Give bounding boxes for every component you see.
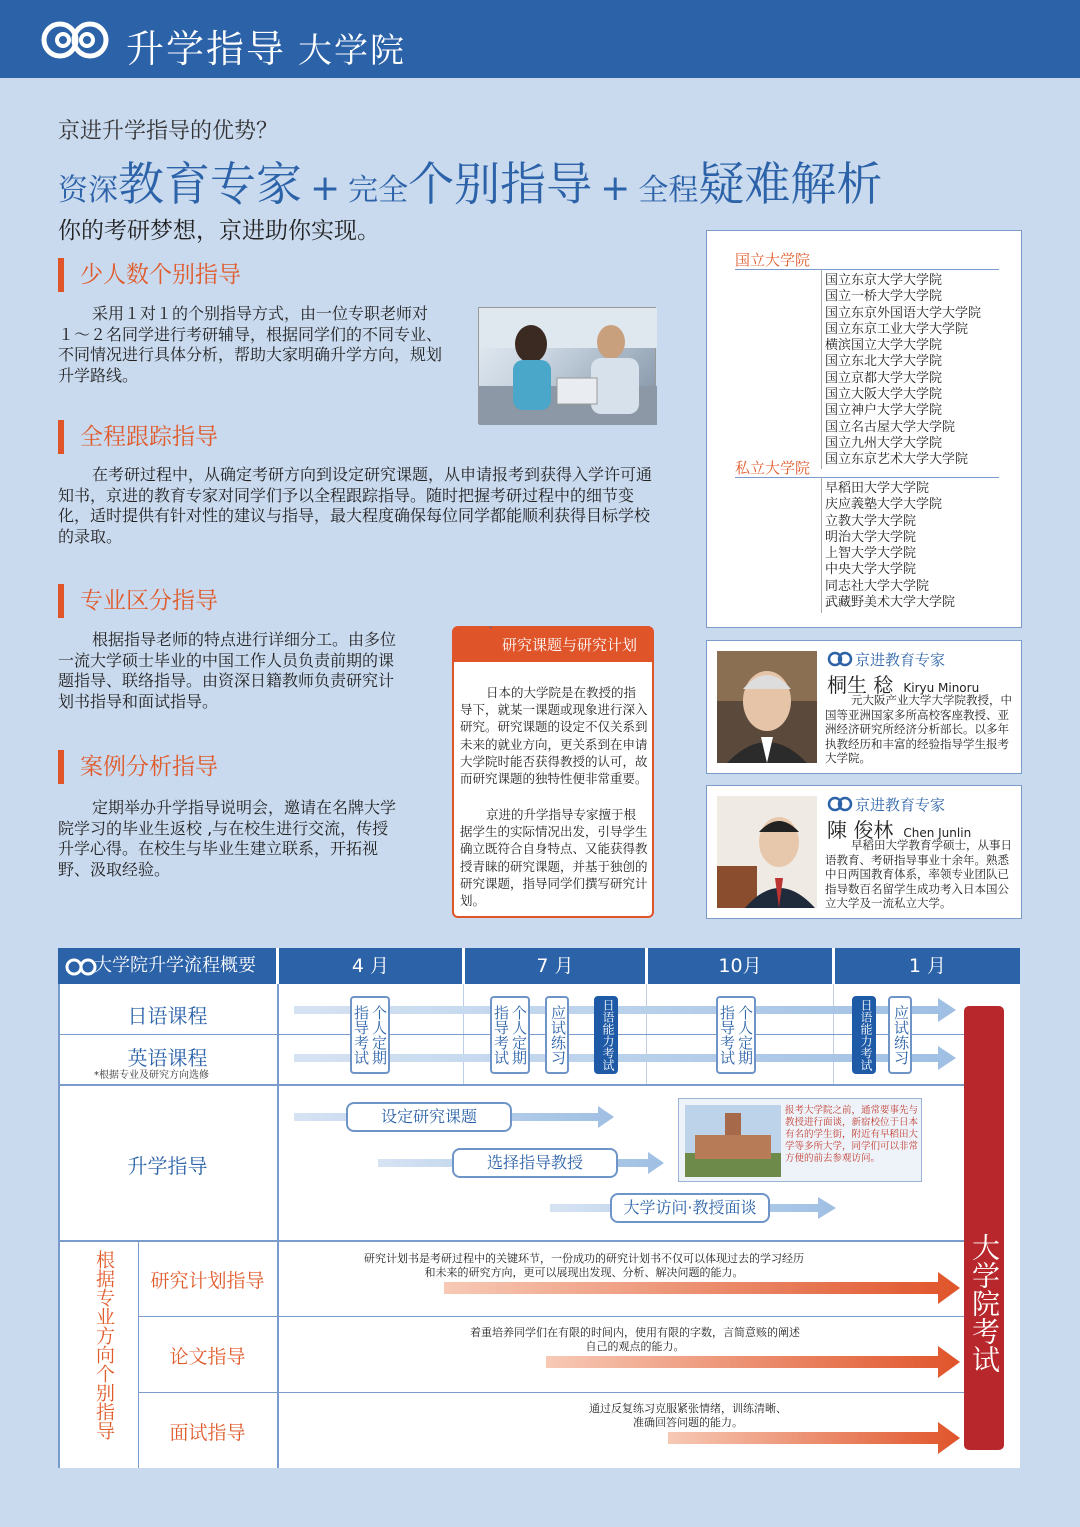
divider (735, 477, 999, 478)
section-body-specialty: 根据指导老师的特点进行详细分工。由多位一流大学硕士毕业的中国工作人员负责前期的课题指导、联络指导。由资深日籍教师负责研究计划书指导和面试指导。 (58, 630, 397, 711)
expert-description: 早稻田大学教育学硕士，从事日语教育、考研指导事业十余年。熟悉中日两国教育体系，率领专业团队已指导数百名留学生成功考入日本国公立大学及一流私立大学。 (825, 838, 1012, 911)
brand-logo-icon (40, 20, 112, 60)
row-interview: 面试指导 (169, 1422, 246, 1444)
flow-title: 大学院升学流程概要 (94, 955, 256, 976)
section-body-full-tracking: 在考研过程中，从确定考研方向到设定研究课题，从申请报考到获得入学许可通知书，京进的教育专家对同学们予以全程跟踪指导。随时把握考研过程中的细节变化，适时提供有针对性的建议与指导，最大程度确保每位同学都能顺利获得目标学校的录取。 (58, 465, 653, 546)
flow-chart (58, 948, 1020, 1468)
row-thesis: 论文指导 (169, 1346, 246, 1368)
pill-choose-professor: 选择指导教授 (452, 1148, 618, 1178)
tutoring-photo (478, 307, 656, 424)
interview-note: 通过反复练习克服紧张情绪，训练清晰、准确回答问题的能力。 (589, 1402, 787, 1429)
section-title-specialty: 专业区分指导 (58, 584, 218, 618)
section-title-case-study: 案例分析指导 (58, 750, 218, 784)
advantage-question: 京进升学指导的优势？ (58, 119, 279, 144)
expert-name: 陳 俊林 Chen Junlin (827, 818, 972, 842)
row-research-plan: 研究计划指导 (150, 1270, 265, 1292)
month-january: 1 月 (908, 955, 947, 977)
section-title-small-group: 少人数个别指导 (58, 258, 241, 292)
personal-exam-box-october: 个人定期指导考试 (716, 996, 756, 1074)
expert-photo (717, 651, 817, 763)
expert-label: 京进教育专家 (855, 651, 946, 669)
campus-note-text: 报考大学院之前，通常要事先与教授进行面谈，新宿校位于日本有名的学生街，附近有早稻田大学等多所大学，同学们可以非常方便的前去参观访问。 (785, 1105, 919, 1164)
expert-romanized-name: Kiryu Minoru (903, 681, 980, 695)
expert-card-kiryu (706, 640, 1022, 774)
research-plan-title: 研究课题与研究计划 (454, 628, 652, 662)
jlpt-box-january: 日语能力考试 (852, 996, 876, 1074)
section-body-small-group: 采用１对１的个别指导方式，由一位专职老师对１～２名同学进行考研辅导，根据同学们的不同专业、不同情况进行具体分析，帮助大家明确升学方向，规划升学路线。 (58, 304, 443, 385)
jlpt-box-july: 日语能力考试 (594, 996, 618, 1074)
mock-exam-box-july: 应试练习 (545, 996, 569, 1074)
header-bar (0, 0, 1080, 78)
row-group-individual: 根据专业方向个别指导 (93, 1250, 115, 1440)
expert-description: 元大阪产业大学大学院教授，中国等亚洲国家多所高校客座教授、亚洲经济研究所经济分析部长。以多年执教经历和丰富的经验指导学生报考大学院。 (825, 693, 1012, 766)
pill-visit-interview: 大学访问·教授面谈 (610, 1193, 770, 1223)
dream-tagline: 你的考研梦想，京进助你实现。 (58, 218, 380, 244)
expert-label: 京进教育专家 (855, 796, 946, 814)
row-english-course: 英语课程 (127, 1046, 208, 1070)
campus-photo (685, 1105, 781, 1177)
research-plan-box (452, 626, 654, 918)
divider (821, 269, 822, 469)
month-april: 4 月 (351, 955, 390, 977)
research-plan-paragraph-1: 日本的大学院是在教授的指导下，就某一课题或现象进行深入研究。研究课题的设定不仅关系到未来的就业方向，更关系到在申请大学院时能否获得教授的认可，故而研究课题的独特性便非常重要。 (460, 685, 648, 787)
private-label: 私立大学院 (735, 459, 811, 477)
divider (821, 477, 822, 613)
section-title-full-tracking: 全程跟踪指导 (58, 420, 218, 454)
divider (735, 269, 999, 270)
expert-name: 桐生 稔 Kiryu Minoru (827, 673, 980, 697)
national-university-list: 国立东京大学大学院 国立一桥大学大学院 国立东京外国语大学大学院 国立东京工业大学大学院 横滨国立大学大学院 国立东北大学大学院 国立京都大学大学院 国立大阪大学大学院 国立神户大学大学院 国立名古屋大学大学院 国立九州大学大学院 国立东京艺术大学大学院 (825, 273, 982, 468)
thesis-note: 着重培养同学们在有限的时间内，使用有限的字数，言简意赅的阐述自己的观点的能力。 (470, 1326, 800, 1353)
expert-romanized-name: Chen Junlin (903, 826, 972, 840)
expert-photo (717, 796, 817, 908)
personal-exam-box-april: 个人定期指导考试 (350, 996, 390, 1074)
national-label: 国立大学院 (735, 251, 811, 269)
research-plan-note: 研究计划书是考研过程中的关键环节，一份成功的研究计划书不仅可以体现过去的学习经历和未来的研究方向，更可以展现出发现、分析、解决问题的能力。 (364, 1252, 804, 1279)
expert-card-chen (706, 785, 1022, 919)
university-list-box (706, 230, 1022, 628)
month-july: 7 月 (536, 955, 574, 977)
page-subtitle: 大学院 (298, 31, 407, 71)
english-course-note: *根据专业及研究方向选修 (94, 1070, 209, 1081)
mock-exam-box-january: 应试练习 (888, 996, 912, 1074)
private-university-list: 早稻田大学大学院 庆应義塾大学大学院 立教大学大学院 明治大学大学院 上智大学大学院 中央大学大学院 同志社大学大学院 武藏野美术大学大学院 (825, 481, 956, 611)
section-body-case-study: 定期举办升学指导说明会，邀请在名牌大学院学习的毕业生返校 ,与在校生进行交流，传授升学心得。在校生与毕业生建立联系，开拓视野、汲取经验。 (58, 798, 397, 879)
brand-logo-icon (827, 651, 853, 667)
row-japanese-course: 日语课程 (127, 1004, 208, 1028)
month-october: 10月 (718, 955, 762, 977)
pill-set-topic: 设定研究课题 (346, 1102, 512, 1132)
page-title: 升学指导 大学院 (126, 27, 407, 71)
campus-note-box (678, 1098, 922, 1182)
research-plan-paragraph-2: 京进的升学指导专家擅于根据学生的实际情况出发，引导学生确立既符合自身特点、又能获得教授青睐的研究课题，并基于独创的研究课题，指导同学们撰写研究计划。 (460, 807, 648, 909)
row-advancement: 升学指导 (127, 1154, 208, 1178)
slogan: 资深教育专家 + 完全个别指导 + 全程疑难解析 (58, 157, 883, 211)
graduate-exam-bar: 大学院考试 (964, 1006, 1004, 1450)
personal-exam-box-july: 个人定期指导考试 (490, 996, 530, 1074)
brand-logo-icon (827, 796, 853, 812)
